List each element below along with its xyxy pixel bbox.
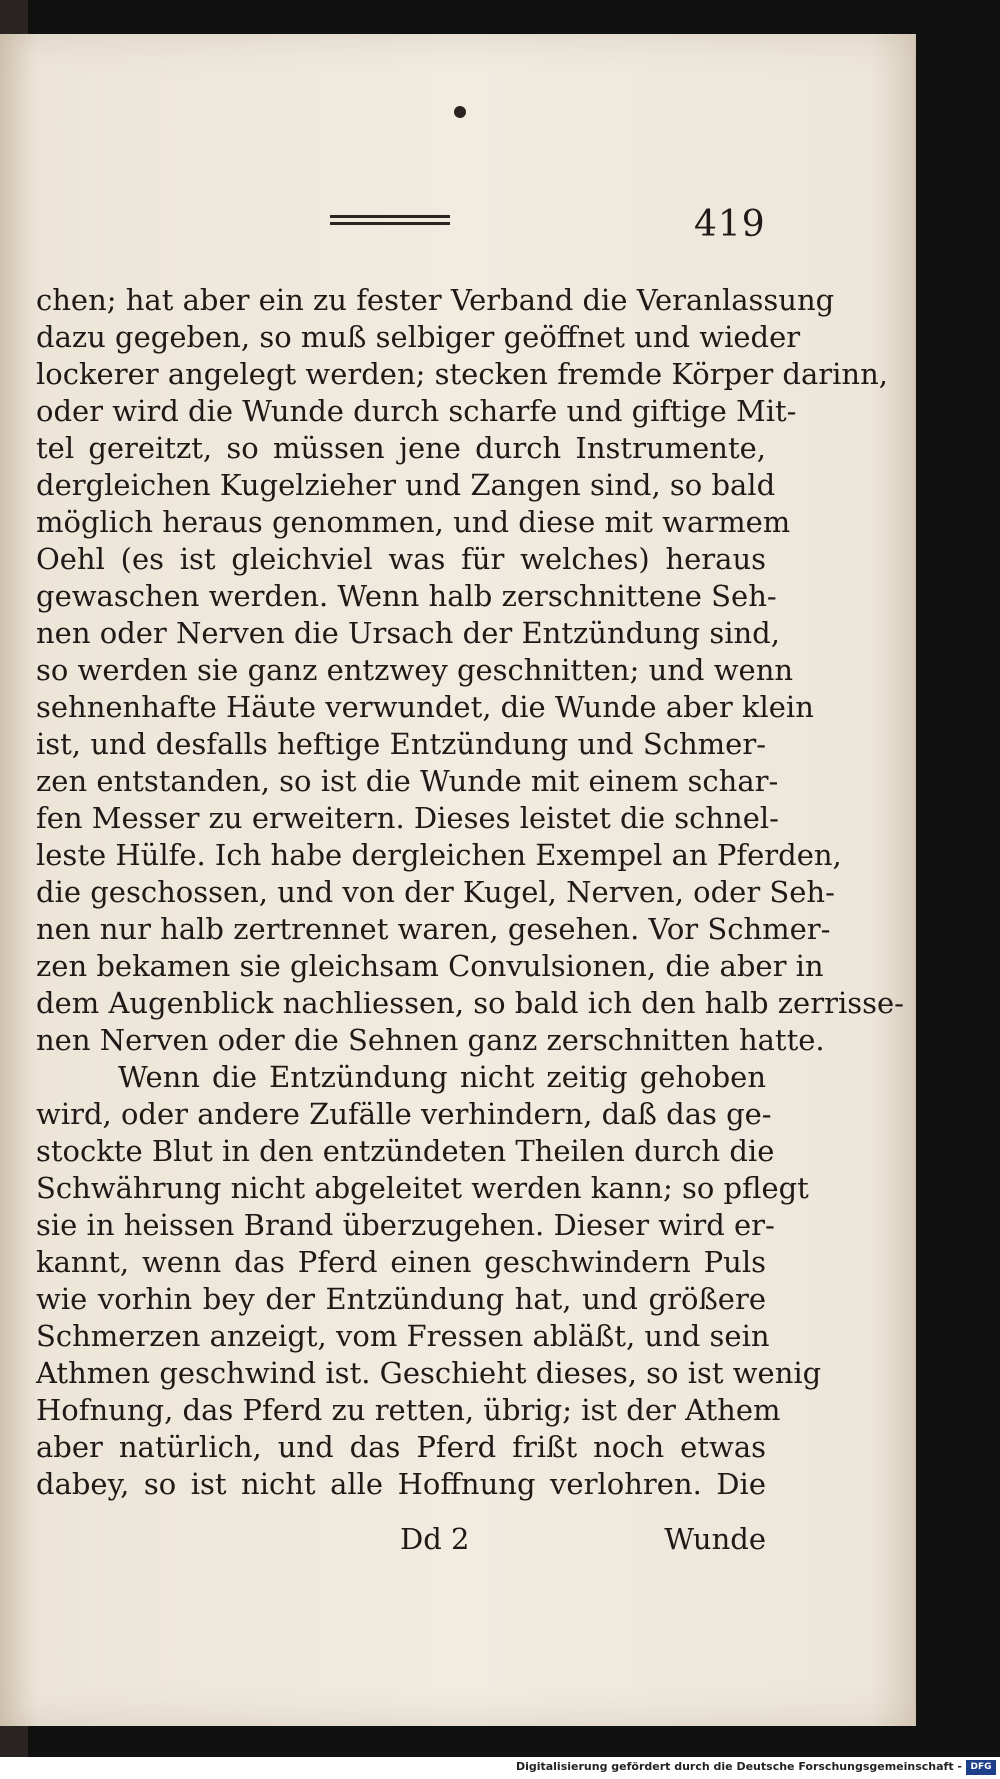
text-line: nen nur halb zertrennet waren, gesehen. Vor Schmer- bbox=[36, 912, 831, 946]
page-number: 419 bbox=[694, 204, 766, 245]
funding-text: Digitalisierung gefördert durch die Deutsche Forschungsgemeinschaft - bbox=[515, 1760, 962, 1773]
text-line: kannt, wenn das Pferd einen geschwindern Puls bbox=[36, 1245, 766, 1279]
catchword: Wunde bbox=[664, 1522, 766, 1556]
text-line: tel gereitzt, so müssen jene durch Instrumente, bbox=[36, 431, 766, 465]
text-line: dazu gegeben, so muß selbiger geöffnet und wieder bbox=[36, 320, 801, 354]
dfg-logo-icon: DFG bbox=[966, 1760, 996, 1775]
text-line: zen bekamen sie gleichsam Convulsionen, die aber in bbox=[36, 949, 824, 983]
header-rule-line bbox=[330, 222, 450, 225]
ink-dot bbox=[452, 104, 469, 121]
text-line: möglich heraus genommen, und diese mit warmem bbox=[36, 505, 791, 539]
text-line: Athmen geschwind ist. Geschieht dieses, so ist wenig bbox=[36, 1356, 822, 1390]
text-line: dergleichen Kugelzieher und Zangen sind, so bald bbox=[36, 468, 776, 502]
text-line: nen Nerven oder die Sehnen ganz zerschnitten hatte. bbox=[36, 1023, 825, 1057]
text-line: zen entstanden, so ist die Wunde mit einem schar- bbox=[36, 764, 779, 798]
text-line: ist, und desfalls heftige Entzündung und Schmer- bbox=[36, 727, 766, 761]
text-line: so werden sie ganz entzwey geschnitten; und wenn bbox=[36, 653, 794, 687]
text-line: sie in heissen Brand überzugehen. Dieser wird er- bbox=[36, 1208, 775, 1242]
page-footer bbox=[400, 1522, 766, 1562]
text-line: Wenn die Entzündung nicht zeitig gehoben bbox=[118, 1060, 766, 1094]
text-line: leste Hülfe. Ich habe dergleichen Exempel an Pferden, bbox=[36, 838, 842, 872]
text-line: oder wird die Wunde durch scharfe und giftige Mit- bbox=[36, 394, 797, 428]
text-line: lockerer angelegt werden; stecken fremde Körper darinn, bbox=[36, 357, 888, 391]
text-line: stockte Blut in den entzündeten Theilen durch die bbox=[36, 1134, 775, 1168]
text-line: Schmerzen anzeigt, vom Fressen abläßt, und sein bbox=[36, 1319, 770, 1353]
text-line: nen oder Nerven die Ursach der Entzündung sind, bbox=[36, 616, 780, 650]
text-line: Hofnung, das Pferd zu retten, übrig; ist der Athem bbox=[36, 1393, 781, 1427]
text-line: die geschossen, und von der Kugel, Nerven, oder Seh- bbox=[36, 875, 835, 909]
signature-mark: Dd 2 bbox=[400, 1522, 470, 1556]
text-line: fen Messer zu erweitern. Dieses leistet die schnel- bbox=[36, 801, 779, 835]
body-text bbox=[36, 282, 904, 1503]
text-line: dabey, so ist nicht alle Hoffnung verlohren. Die bbox=[36, 1467, 766, 1501]
text-line: sehnenhafte Häute verwundet, die Wunde aber klein bbox=[36, 690, 814, 724]
funding-bar bbox=[0, 1757, 1000, 1779]
text-line: wie vorhin bey der Entzündung hat, und größere bbox=[36, 1282, 766, 1316]
text-line: chen; hat aber ein zu fester Verband die Veranlassung bbox=[36, 283, 835, 317]
header-rule bbox=[330, 215, 450, 229]
text-line: Schwährung nicht abgeleitet werden kann; so pflegt bbox=[36, 1171, 809, 1205]
text-line: dem Augenblick nachliessen, so bald ich den halb zerrisse- bbox=[36, 986, 904, 1020]
book-page bbox=[0, 34, 916, 1726]
text-line: aber natürlich, und das Pferd frißt noch etwas bbox=[36, 1430, 766, 1464]
text-line: Oehl (es ist gleichviel was für welches) heraus bbox=[36, 542, 766, 576]
text-line: wird, oder andere Zufälle verhindern, daß das ge- bbox=[36, 1097, 772, 1131]
header-rule-line bbox=[330, 215, 450, 218]
text-line: gewaschen werden. Wenn halb zerschnittene Seh- bbox=[36, 579, 777, 613]
